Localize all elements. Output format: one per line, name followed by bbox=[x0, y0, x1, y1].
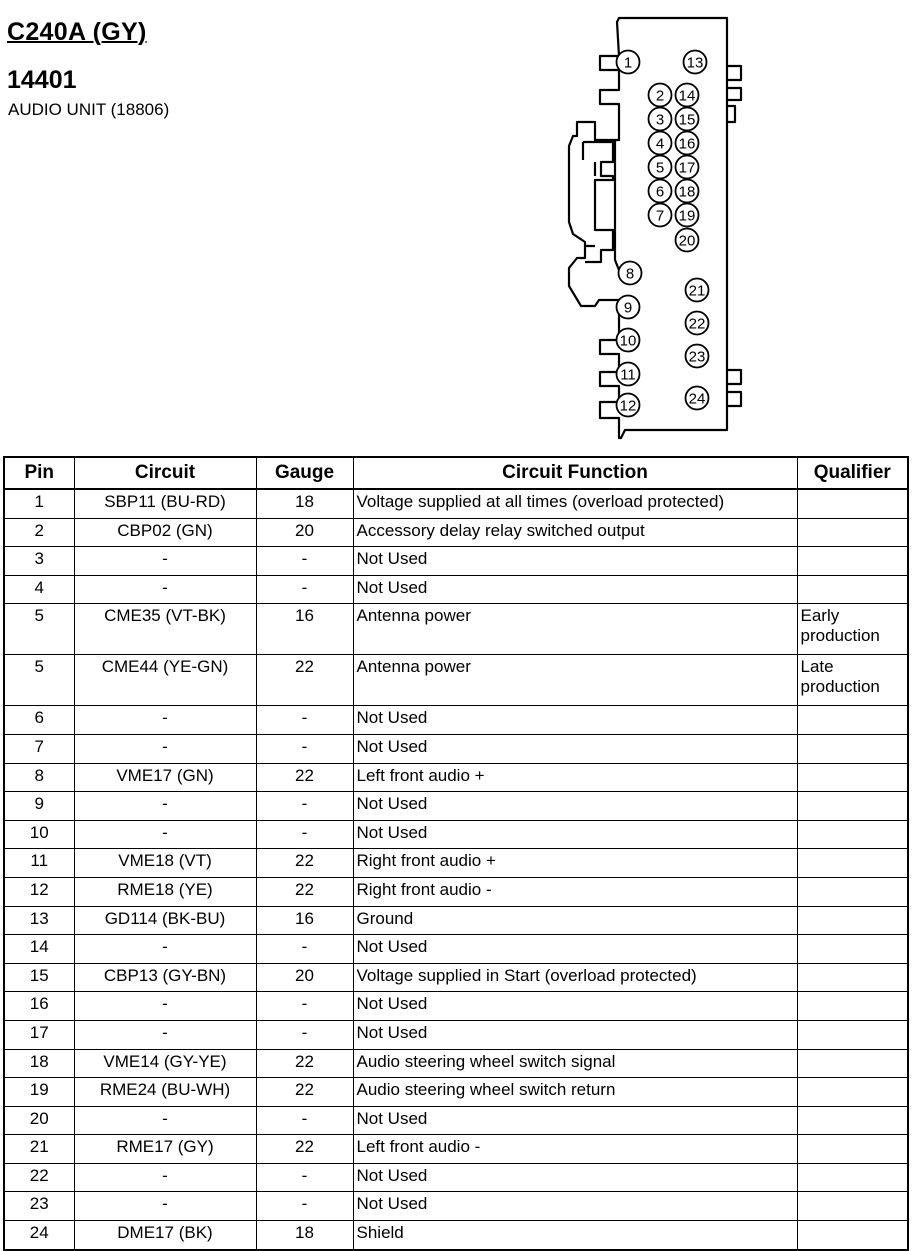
qualifier-cell bbox=[797, 1221, 908, 1250]
qualifier-cell bbox=[797, 877, 908, 906]
pin-label: 14 bbox=[678, 87, 696, 105]
connector-pin-24 bbox=[686, 387, 709, 410]
function-cell: Shield bbox=[353, 1221, 797, 1250]
connector-face-diagram bbox=[555, 10, 755, 450]
connector-pin-3 bbox=[649, 108, 672, 131]
connector-pin-4 bbox=[649, 132, 672, 155]
circuit-cell: DME17 (BK) bbox=[74, 1221, 256, 1250]
function-cell: Accessory delay relay switched output bbox=[353, 518, 797, 547]
circuit-cell: - bbox=[74, 575, 256, 604]
circuit-cell: CME44 (YE-GN) bbox=[74, 655, 256, 706]
function-cell: Voltage supplied in Start (overload protected) bbox=[353, 963, 797, 992]
table-row bbox=[4, 906, 908, 935]
gauge-cell: 22 bbox=[256, 1049, 353, 1078]
pin-cell: 12 bbox=[4, 877, 74, 906]
connector-latch-slot bbox=[583, 142, 595, 246]
qualifier-cell bbox=[797, 734, 908, 763]
pin-label: 13 bbox=[686, 54, 704, 72]
function-cell: Left front audio - bbox=[353, 1135, 797, 1164]
qualifier-cell bbox=[797, 1078, 908, 1107]
circuit-cell: - bbox=[74, 1163, 256, 1192]
connector-title: C240A (GY) bbox=[7, 18, 147, 46]
header-circuit-function: Circuit Function bbox=[353, 457, 797, 489]
gauge-cell: 22 bbox=[256, 655, 353, 706]
gauge-cell: - bbox=[256, 992, 353, 1021]
connector-right-tabs bbox=[727, 66, 741, 406]
circuit-cell: - bbox=[74, 547, 256, 576]
table-row bbox=[4, 792, 908, 821]
table-row bbox=[4, 547, 908, 576]
circuit-cell: - bbox=[74, 935, 256, 964]
connector-pin-5 bbox=[649, 156, 672, 179]
qualifier-cell: Late production bbox=[797, 655, 908, 706]
connector-pin-9 bbox=[617, 296, 640, 319]
pin-label: 15 bbox=[678, 111, 696, 129]
header-pin: Pin bbox=[4, 457, 74, 489]
function-cell: Not Used bbox=[353, 1192, 797, 1221]
connector-pin-14 bbox=[676, 84, 699, 107]
connector-pin-23 bbox=[686, 345, 709, 368]
function-cell: Antenna power bbox=[353, 604, 797, 655]
gauge-cell: 18 bbox=[256, 489, 353, 518]
function-cell: Left front audio + bbox=[353, 763, 797, 792]
gauge-cell: - bbox=[256, 792, 353, 821]
table-row bbox=[4, 1192, 908, 1221]
function-cell: Not Used bbox=[353, 575, 797, 604]
qualifier-cell bbox=[797, 820, 908, 849]
connector-pin-11 bbox=[617, 363, 640, 386]
pin-cell: 7 bbox=[4, 734, 74, 763]
connector-inner-wall bbox=[615, 140, 619, 270]
connector-pin-21 bbox=[686, 279, 709, 302]
gauge-cell: - bbox=[256, 547, 353, 576]
pin-label: 10 bbox=[619, 332, 637, 350]
circuit-cell: - bbox=[74, 1106, 256, 1135]
qualifier-cell bbox=[797, 1163, 908, 1192]
pin-label: 18 bbox=[678, 183, 696, 201]
pin-cell: 22 bbox=[4, 1163, 74, 1192]
table-row bbox=[4, 1078, 908, 1107]
circuit-cell: CBP13 (GY-BN) bbox=[74, 963, 256, 992]
gauge-cell: 20 bbox=[256, 963, 353, 992]
pin-cell: 9 bbox=[4, 792, 74, 821]
pin-cell: 8 bbox=[4, 763, 74, 792]
connector-pin-6 bbox=[649, 180, 672, 203]
pin-label: 23 bbox=[688, 348, 706, 366]
function-cell: Not Used bbox=[353, 792, 797, 821]
qualifier-cell bbox=[797, 963, 908, 992]
qualifier-cell bbox=[797, 518, 908, 547]
function-cell: Not Used bbox=[353, 935, 797, 964]
pin-cell: 5 bbox=[4, 655, 74, 706]
pin-label: 20 bbox=[678, 232, 696, 250]
table-header-row bbox=[4, 457, 908, 489]
table-row bbox=[4, 1106, 908, 1135]
qualifier-cell bbox=[797, 935, 908, 964]
table-row bbox=[4, 963, 908, 992]
connector-pin-17 bbox=[676, 156, 699, 179]
gauge-cell: - bbox=[256, 575, 353, 604]
pin-label: 9 bbox=[623, 299, 633, 317]
function-cell: Not Used bbox=[353, 992, 797, 1021]
gauge-cell: 16 bbox=[256, 604, 353, 655]
connector-pin-8 bbox=[619, 262, 642, 285]
circuit-cell: VME14 (GY-YE) bbox=[74, 1049, 256, 1078]
pin-cell: 24 bbox=[4, 1221, 74, 1250]
pin-cell: 6 bbox=[4, 706, 74, 735]
pin-label: 8 bbox=[625, 265, 635, 283]
qualifier-cell bbox=[797, 1106, 908, 1135]
qualifier-cell bbox=[797, 547, 908, 576]
function-cell: Ground bbox=[353, 906, 797, 935]
qualifier-cell bbox=[797, 706, 908, 735]
gauge-cell: 22 bbox=[256, 1135, 353, 1164]
qualifier-cell bbox=[797, 1049, 908, 1078]
function-cell: Right front audio - bbox=[353, 877, 797, 906]
gauge-cell: 16 bbox=[256, 906, 353, 935]
pin-label: 24 bbox=[688, 390, 706, 408]
qualifier-cell bbox=[797, 575, 908, 604]
pin-label: 22 bbox=[688, 315, 706, 333]
connector-pins bbox=[617, 51, 709, 417]
gauge-cell: - bbox=[256, 935, 353, 964]
table-row bbox=[4, 1020, 908, 1049]
function-cell: Audio steering wheel switch return bbox=[353, 1078, 797, 1107]
circuit-cell: SBP11 (BU-RD) bbox=[74, 489, 256, 518]
circuit-cell: - bbox=[74, 992, 256, 1021]
function-cell: Voltage supplied at all times (overload protected) bbox=[353, 489, 797, 518]
gauge-cell: - bbox=[256, 820, 353, 849]
pin-cell: 13 bbox=[4, 906, 74, 935]
pinout-table bbox=[3, 456, 909, 1251]
table-row bbox=[4, 1221, 908, 1250]
pin-cell: 23 bbox=[4, 1192, 74, 1221]
part-number: 14401 bbox=[7, 66, 77, 94]
pinout-rows bbox=[4, 489, 908, 1250]
circuit-cell: - bbox=[74, 706, 256, 735]
gauge-cell: - bbox=[256, 1192, 353, 1221]
pin-label: 7 bbox=[655, 207, 665, 225]
table-row bbox=[4, 706, 908, 735]
table-row bbox=[4, 1135, 908, 1164]
circuit-cell: VME17 (GN) bbox=[74, 763, 256, 792]
connector-pin-1 bbox=[617, 51, 640, 74]
pin-cell: 21 bbox=[4, 1135, 74, 1164]
connector-pin-13 bbox=[684, 51, 707, 74]
pin-label: 17 bbox=[678, 159, 696, 177]
table-row bbox=[4, 575, 908, 604]
circuit-cell: - bbox=[74, 1192, 256, 1221]
pin-cell: 15 bbox=[4, 963, 74, 992]
function-cell: Not Used bbox=[353, 706, 797, 735]
pin-label: 3 bbox=[655, 111, 665, 129]
function-cell: Not Used bbox=[353, 1106, 797, 1135]
gauge-cell: 18 bbox=[256, 1221, 353, 1250]
gauge-cell: - bbox=[256, 1106, 353, 1135]
pin-label: 12 bbox=[619, 397, 637, 415]
pin-cell: 14 bbox=[4, 935, 74, 964]
function-cell: Audio steering wheel switch signal bbox=[353, 1049, 797, 1078]
pin-label: 19 bbox=[678, 207, 696, 225]
pin-cell: 3 bbox=[4, 547, 74, 576]
gauge-cell: 22 bbox=[256, 1078, 353, 1107]
connector-pin-18 bbox=[676, 180, 699, 203]
pin-label: 21 bbox=[688, 282, 706, 300]
table-row bbox=[4, 935, 908, 964]
pin-label: 6 bbox=[655, 183, 665, 201]
pin-label: 1 bbox=[623, 54, 633, 72]
connector-pin-7 bbox=[649, 204, 672, 227]
pin-cell: 4 bbox=[4, 575, 74, 604]
pin-label: 4 bbox=[655, 135, 665, 153]
connector-pin-20 bbox=[676, 229, 699, 252]
table-row bbox=[4, 820, 908, 849]
connector-pin-12 bbox=[617, 394, 640, 417]
pin-label: 11 bbox=[620, 366, 636, 384]
circuit-cell: VME18 (VT) bbox=[74, 849, 256, 878]
qualifier-cell bbox=[797, 1020, 908, 1049]
circuit-cell: RME24 (BU-WH) bbox=[74, 1078, 256, 1107]
table-row bbox=[4, 992, 908, 1021]
gauge-cell: 22 bbox=[256, 849, 353, 878]
function-cell: Antenna power bbox=[353, 655, 797, 706]
gauge-cell: 20 bbox=[256, 518, 353, 547]
qualifier-cell bbox=[797, 849, 908, 878]
table-row bbox=[4, 1163, 908, 1192]
connector-pin-15 bbox=[676, 108, 699, 131]
header-qualifier: Qualifier bbox=[797, 457, 908, 489]
function-cell: Right front audio + bbox=[353, 849, 797, 878]
qualifier-cell bbox=[797, 489, 908, 518]
function-cell: Not Used bbox=[353, 734, 797, 763]
gauge-cell: - bbox=[256, 1163, 353, 1192]
pin-cell: 11 bbox=[4, 849, 74, 878]
pin-cell: 1 bbox=[4, 489, 74, 518]
gauge-cell: 22 bbox=[256, 877, 353, 906]
circuit-cell: GD114 (BK-BU) bbox=[74, 906, 256, 935]
table-row bbox=[4, 518, 908, 547]
circuit-cell: RME18 (YE) bbox=[74, 877, 256, 906]
pin-label: 5 bbox=[655, 159, 665, 177]
qualifier-cell bbox=[797, 1192, 908, 1221]
table-row bbox=[4, 655, 908, 706]
circuit-cell: - bbox=[74, 734, 256, 763]
pin-cell: 10 bbox=[4, 820, 74, 849]
pin-label: 16 bbox=[678, 135, 696, 153]
header-gauge: Gauge bbox=[256, 457, 353, 489]
qualifier-cell bbox=[797, 992, 908, 1021]
pin-cell: 5 bbox=[4, 604, 74, 655]
connector-pin-22 bbox=[686, 312, 709, 335]
function-cell: Not Used bbox=[353, 1020, 797, 1049]
header-circuit: Circuit bbox=[74, 457, 256, 489]
circuit-cell: RME17 (GY) bbox=[74, 1135, 256, 1164]
connector-latch bbox=[583, 142, 613, 262]
table-row bbox=[4, 877, 908, 906]
function-cell: Not Used bbox=[353, 820, 797, 849]
circuit-cell: - bbox=[74, 792, 256, 821]
gauge-cell: - bbox=[256, 734, 353, 763]
pin-cell: 20 bbox=[4, 1106, 74, 1135]
qualifier-cell bbox=[797, 792, 908, 821]
table-row bbox=[4, 849, 908, 878]
gauge-cell: - bbox=[256, 706, 353, 735]
table-row bbox=[4, 489, 908, 518]
pin-cell: 19 bbox=[4, 1078, 74, 1107]
qualifier-cell: Early production bbox=[797, 604, 908, 655]
qualifier-cell bbox=[797, 763, 908, 792]
connector-body-outline bbox=[569, 18, 727, 438]
gauge-cell: 22 bbox=[256, 763, 353, 792]
function-cell: Not Used bbox=[353, 547, 797, 576]
circuit-cell: - bbox=[74, 1020, 256, 1049]
circuit-cell: - bbox=[74, 820, 256, 849]
qualifier-cell bbox=[797, 1135, 908, 1164]
pin-cell: 18 bbox=[4, 1049, 74, 1078]
pin-cell: 17 bbox=[4, 1020, 74, 1049]
connector-pin-2 bbox=[649, 84, 672, 107]
pin-cell: 16 bbox=[4, 992, 74, 1021]
connector-pin-16 bbox=[676, 132, 699, 155]
circuit-cell: CME35 (VT-BK) bbox=[74, 604, 256, 655]
table-row bbox=[4, 1049, 908, 1078]
pin-cell: 2 bbox=[4, 518, 74, 547]
connector-pin-19 bbox=[676, 204, 699, 227]
function-cell: Not Used bbox=[353, 1163, 797, 1192]
component-name: AUDIO UNIT (18806) bbox=[8, 100, 170, 119]
table-row bbox=[4, 734, 908, 763]
gauge-cell: - bbox=[256, 1020, 353, 1049]
pin-label: 2 bbox=[655, 87, 665, 105]
circuit-cell: CBP02 (GN) bbox=[74, 518, 256, 547]
table-row bbox=[4, 763, 908, 792]
table-row bbox=[4, 604, 908, 655]
connector-pin-10 bbox=[617, 329, 640, 352]
qualifier-cell bbox=[797, 906, 908, 935]
